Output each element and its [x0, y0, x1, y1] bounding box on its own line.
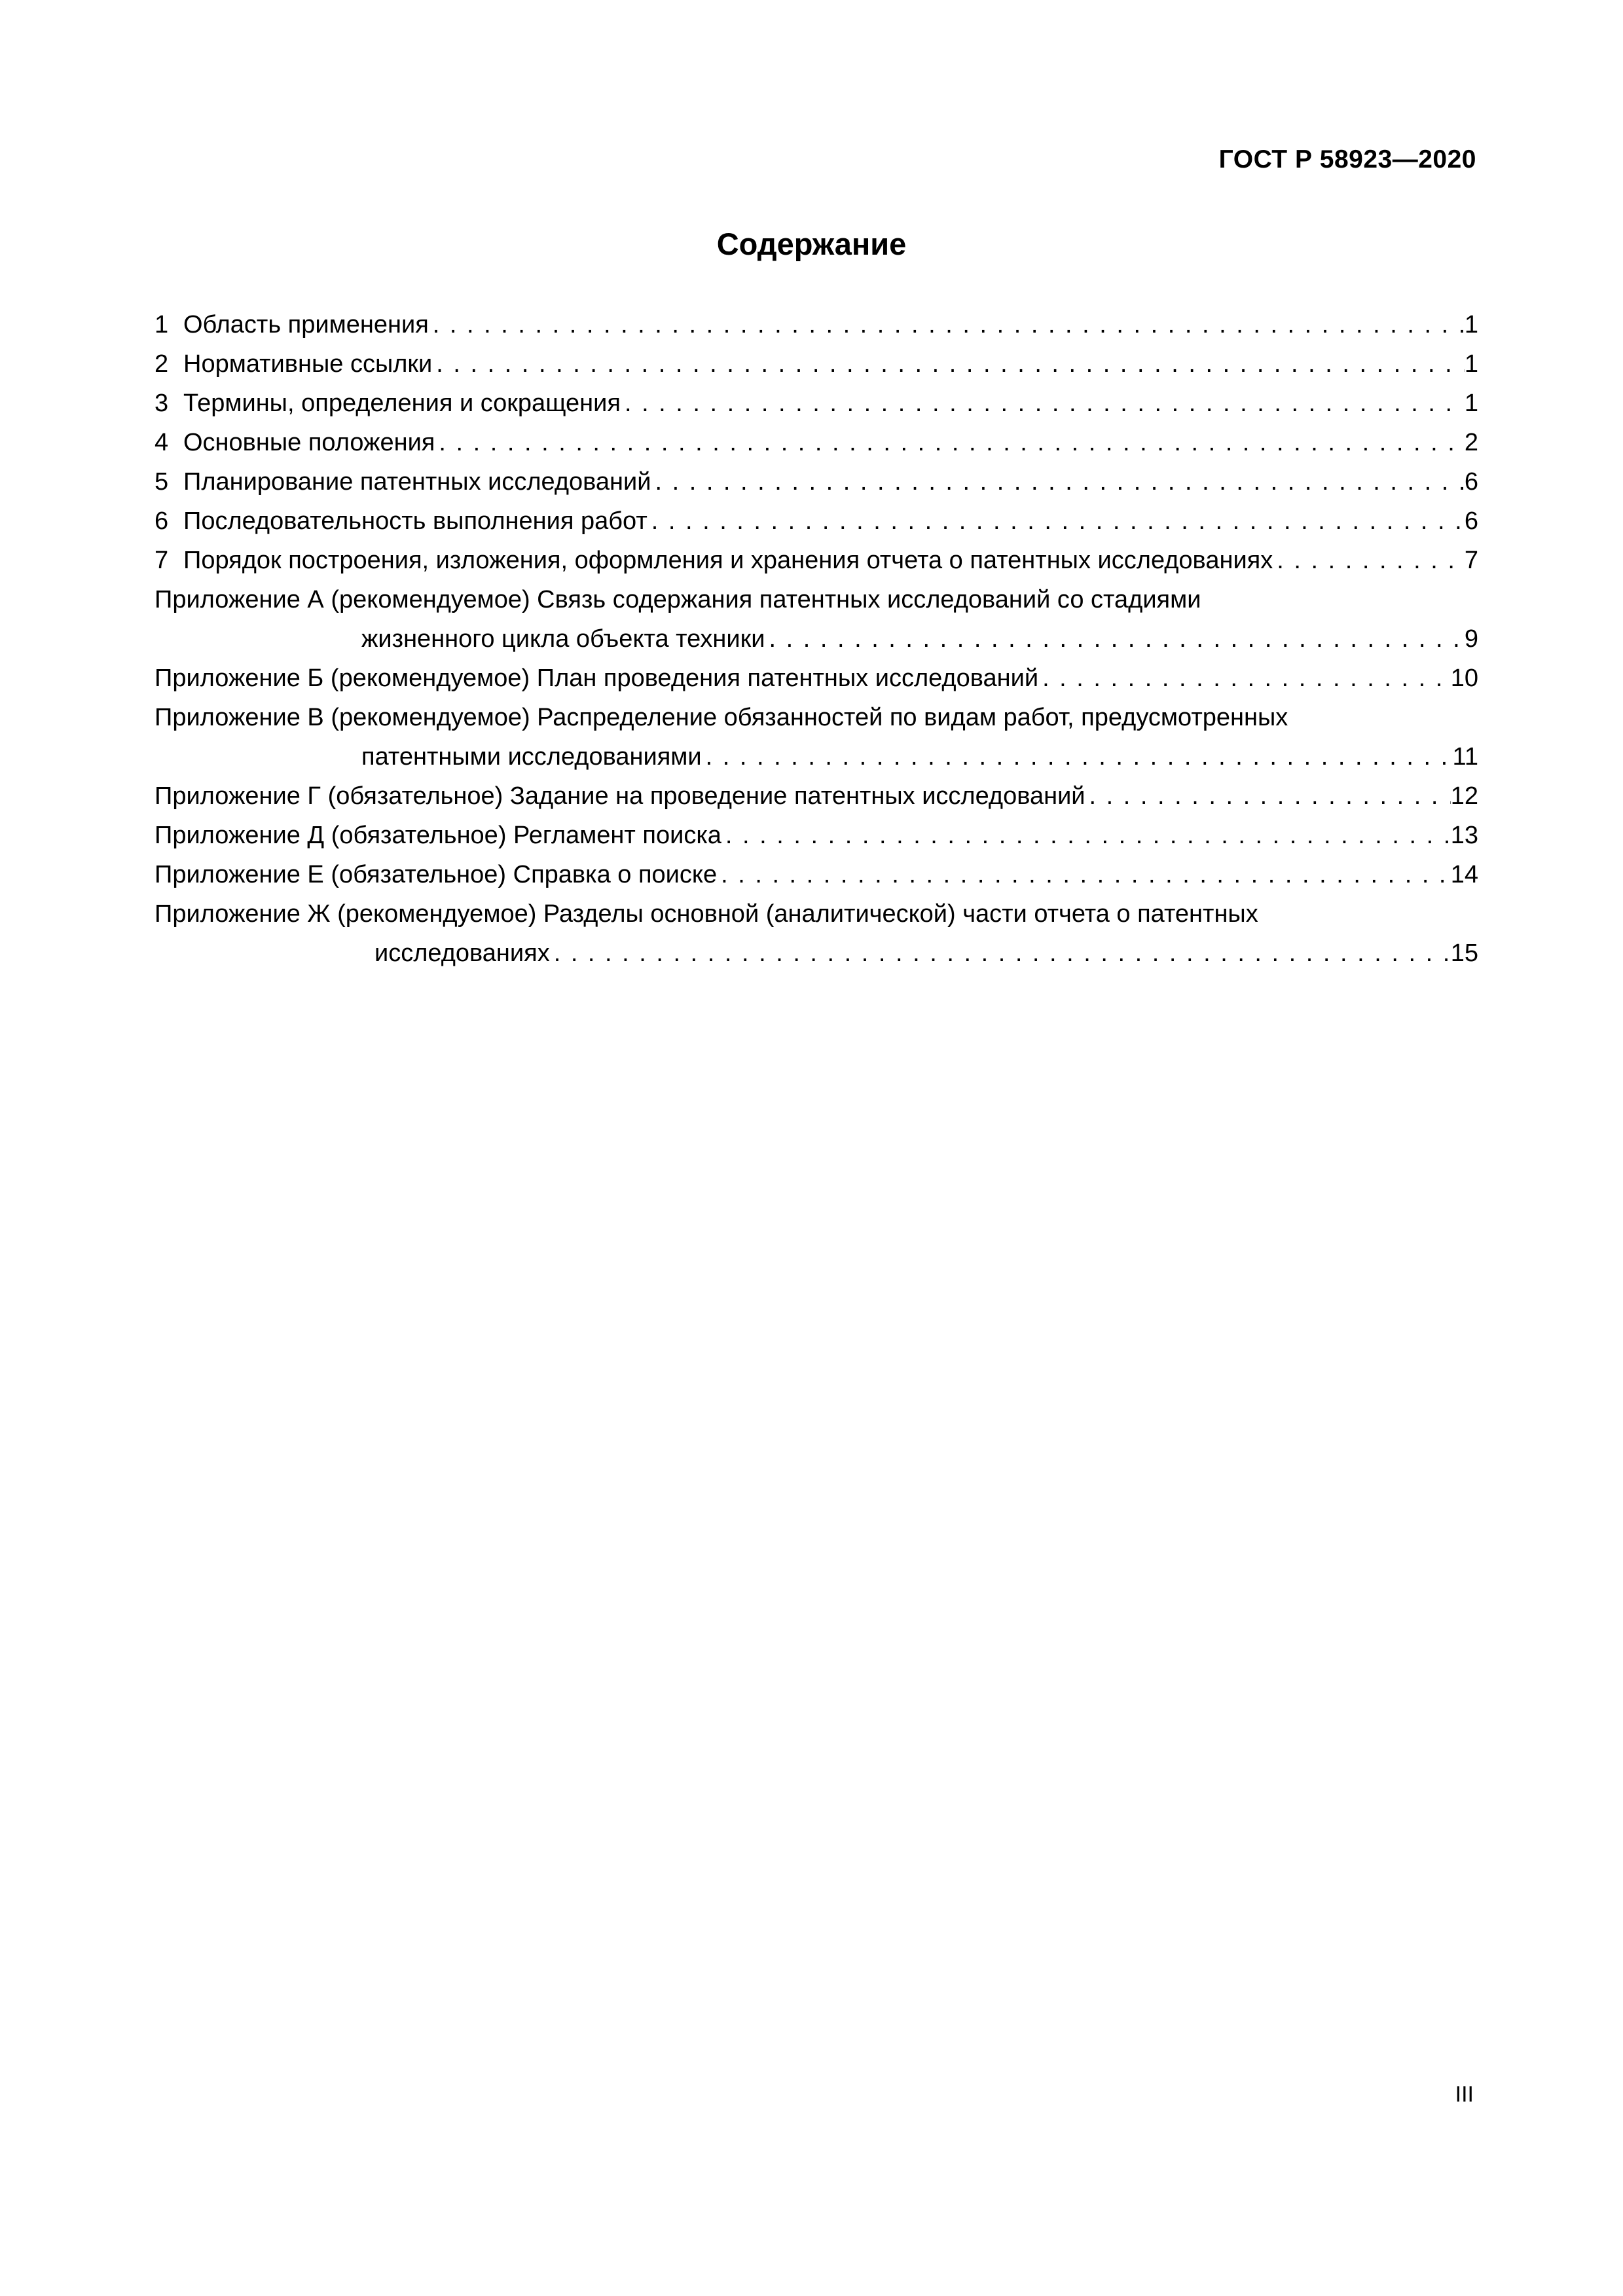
page-number: 13 [1450, 822, 1478, 849]
toc-entry-section-1[interactable] [155, 305, 1478, 344]
section-title: Область применения [183, 311, 429, 338]
page-number: 9 [1464, 625, 1478, 653]
page-number: 1 [1464, 311, 1478, 338]
toc-entry-section-5[interactable] [155, 462, 1478, 501]
page-number: 14 [1450, 861, 1478, 888]
toc-entry-annex-d[interactable] [155, 816, 1478, 855]
annex-title: Приложение Е (обязательное) Справка о поиске [155, 861, 718, 888]
page-number: 15 [1450, 939, 1478, 967]
annex-title-continued: исследованиях [374, 939, 550, 967]
annex-title-continued: жизненного цикла объекта техники [361, 625, 765, 653]
page-number-roman: III [1455, 2082, 1474, 2107]
dot-leader [765, 619, 1465, 659]
section-title: Планирование патентных исследований [183, 468, 651, 496]
toc-entry-annex-g[interactable] [155, 776, 1478, 816]
toc-entry-annex-zh[interactable] [155, 894, 1478, 973]
dot-leader [702, 737, 1453, 776]
page-number: 1 [1464, 390, 1478, 417]
toc-entry-annex-v[interactable] [155, 698, 1478, 776]
dot-leader [1273, 541, 1465, 580]
section-number: 3 [155, 390, 169, 417]
dot-leader [717, 855, 1451, 894]
annex-title: Приложение В (рекомендуемое) Распределение обязанностей по видам работ, предусмотренных [155, 704, 1288, 731]
document-code: ГОСТ Р 58923—2020 [1218, 145, 1476, 173]
section-number: 4 [155, 429, 169, 456]
section-title: Порядок построения, изложения, оформления и хранения отчета о патентных исследованиях [183, 547, 1273, 574]
toc-entry-annex-a[interactable] [155, 580, 1478, 659]
annex-title: Приложение Г (обязательное) Задание на проведение патентных исследований [155, 782, 1085, 810]
dot-leader [550, 934, 1451, 973]
section-title: Основные положения [183, 429, 435, 456]
toc-entry-annex-e[interactable] [155, 855, 1478, 894]
section-number: 7 [155, 547, 169, 574]
page-number: 11 [1452, 743, 1478, 771]
annex-title-continued: патентными исследованиями [361, 743, 702, 771]
section-number: 5 [155, 468, 169, 496]
section-title: Термины, определения и сокращения [183, 390, 621, 417]
section-title: Последовательность выполнения работ [183, 507, 647, 535]
dot-leader [1038, 659, 1451, 698]
dot-leader [721, 816, 1451, 855]
toc-entry-section-6[interactable] [155, 501, 1478, 541]
page-number: 10 [1450, 665, 1478, 692]
section-title: Нормативные ссылки [183, 350, 433, 378]
toc-entry-section-7[interactable] [155, 541, 1478, 580]
section-number: 6 [155, 507, 169, 535]
section-number: 1 [155, 311, 169, 338]
dot-leader [1085, 776, 1451, 816]
page-number: 1 [1464, 350, 1478, 378]
dot-leader [429, 305, 1465, 344]
page-number: 6 [1464, 507, 1478, 535]
annex-title: Приложение А (рекомендуемое) Связь содержания патентных исследований со стадиями [155, 586, 1201, 613]
dot-leader [651, 462, 1464, 501]
page-number: 6 [1464, 468, 1478, 496]
page-number: 12 [1450, 782, 1478, 810]
annex-title: Приложение Д (обязательное) Регламент поиска [155, 822, 721, 849]
table-of-contents [155, 305, 1478, 973]
page-number: 2 [1464, 429, 1478, 456]
toc-entry-annex-b[interactable] [155, 659, 1478, 698]
toc-title: Содержание [716, 227, 907, 261]
toc-entry-section-3[interactable] [155, 384, 1478, 423]
annex-title: Приложение Б (рекомендуемое) План проведения патентных исследований [155, 665, 1039, 692]
toc-entry-section-4[interactable] [155, 423, 1478, 462]
toc-entry-section-2[interactable] [155, 344, 1478, 384]
page-number: 7 [1464, 547, 1478, 574]
dot-leader [432, 344, 1465, 384]
dot-leader [435, 423, 1464, 462]
dot-leader [647, 501, 1465, 541]
annex-title: Приложение Ж (рекомендуемое) Разделы основной (аналитической) части отчета о патентных [155, 900, 1258, 928]
section-number: 2 [155, 350, 169, 378]
dot-leader [621, 384, 1465, 423]
